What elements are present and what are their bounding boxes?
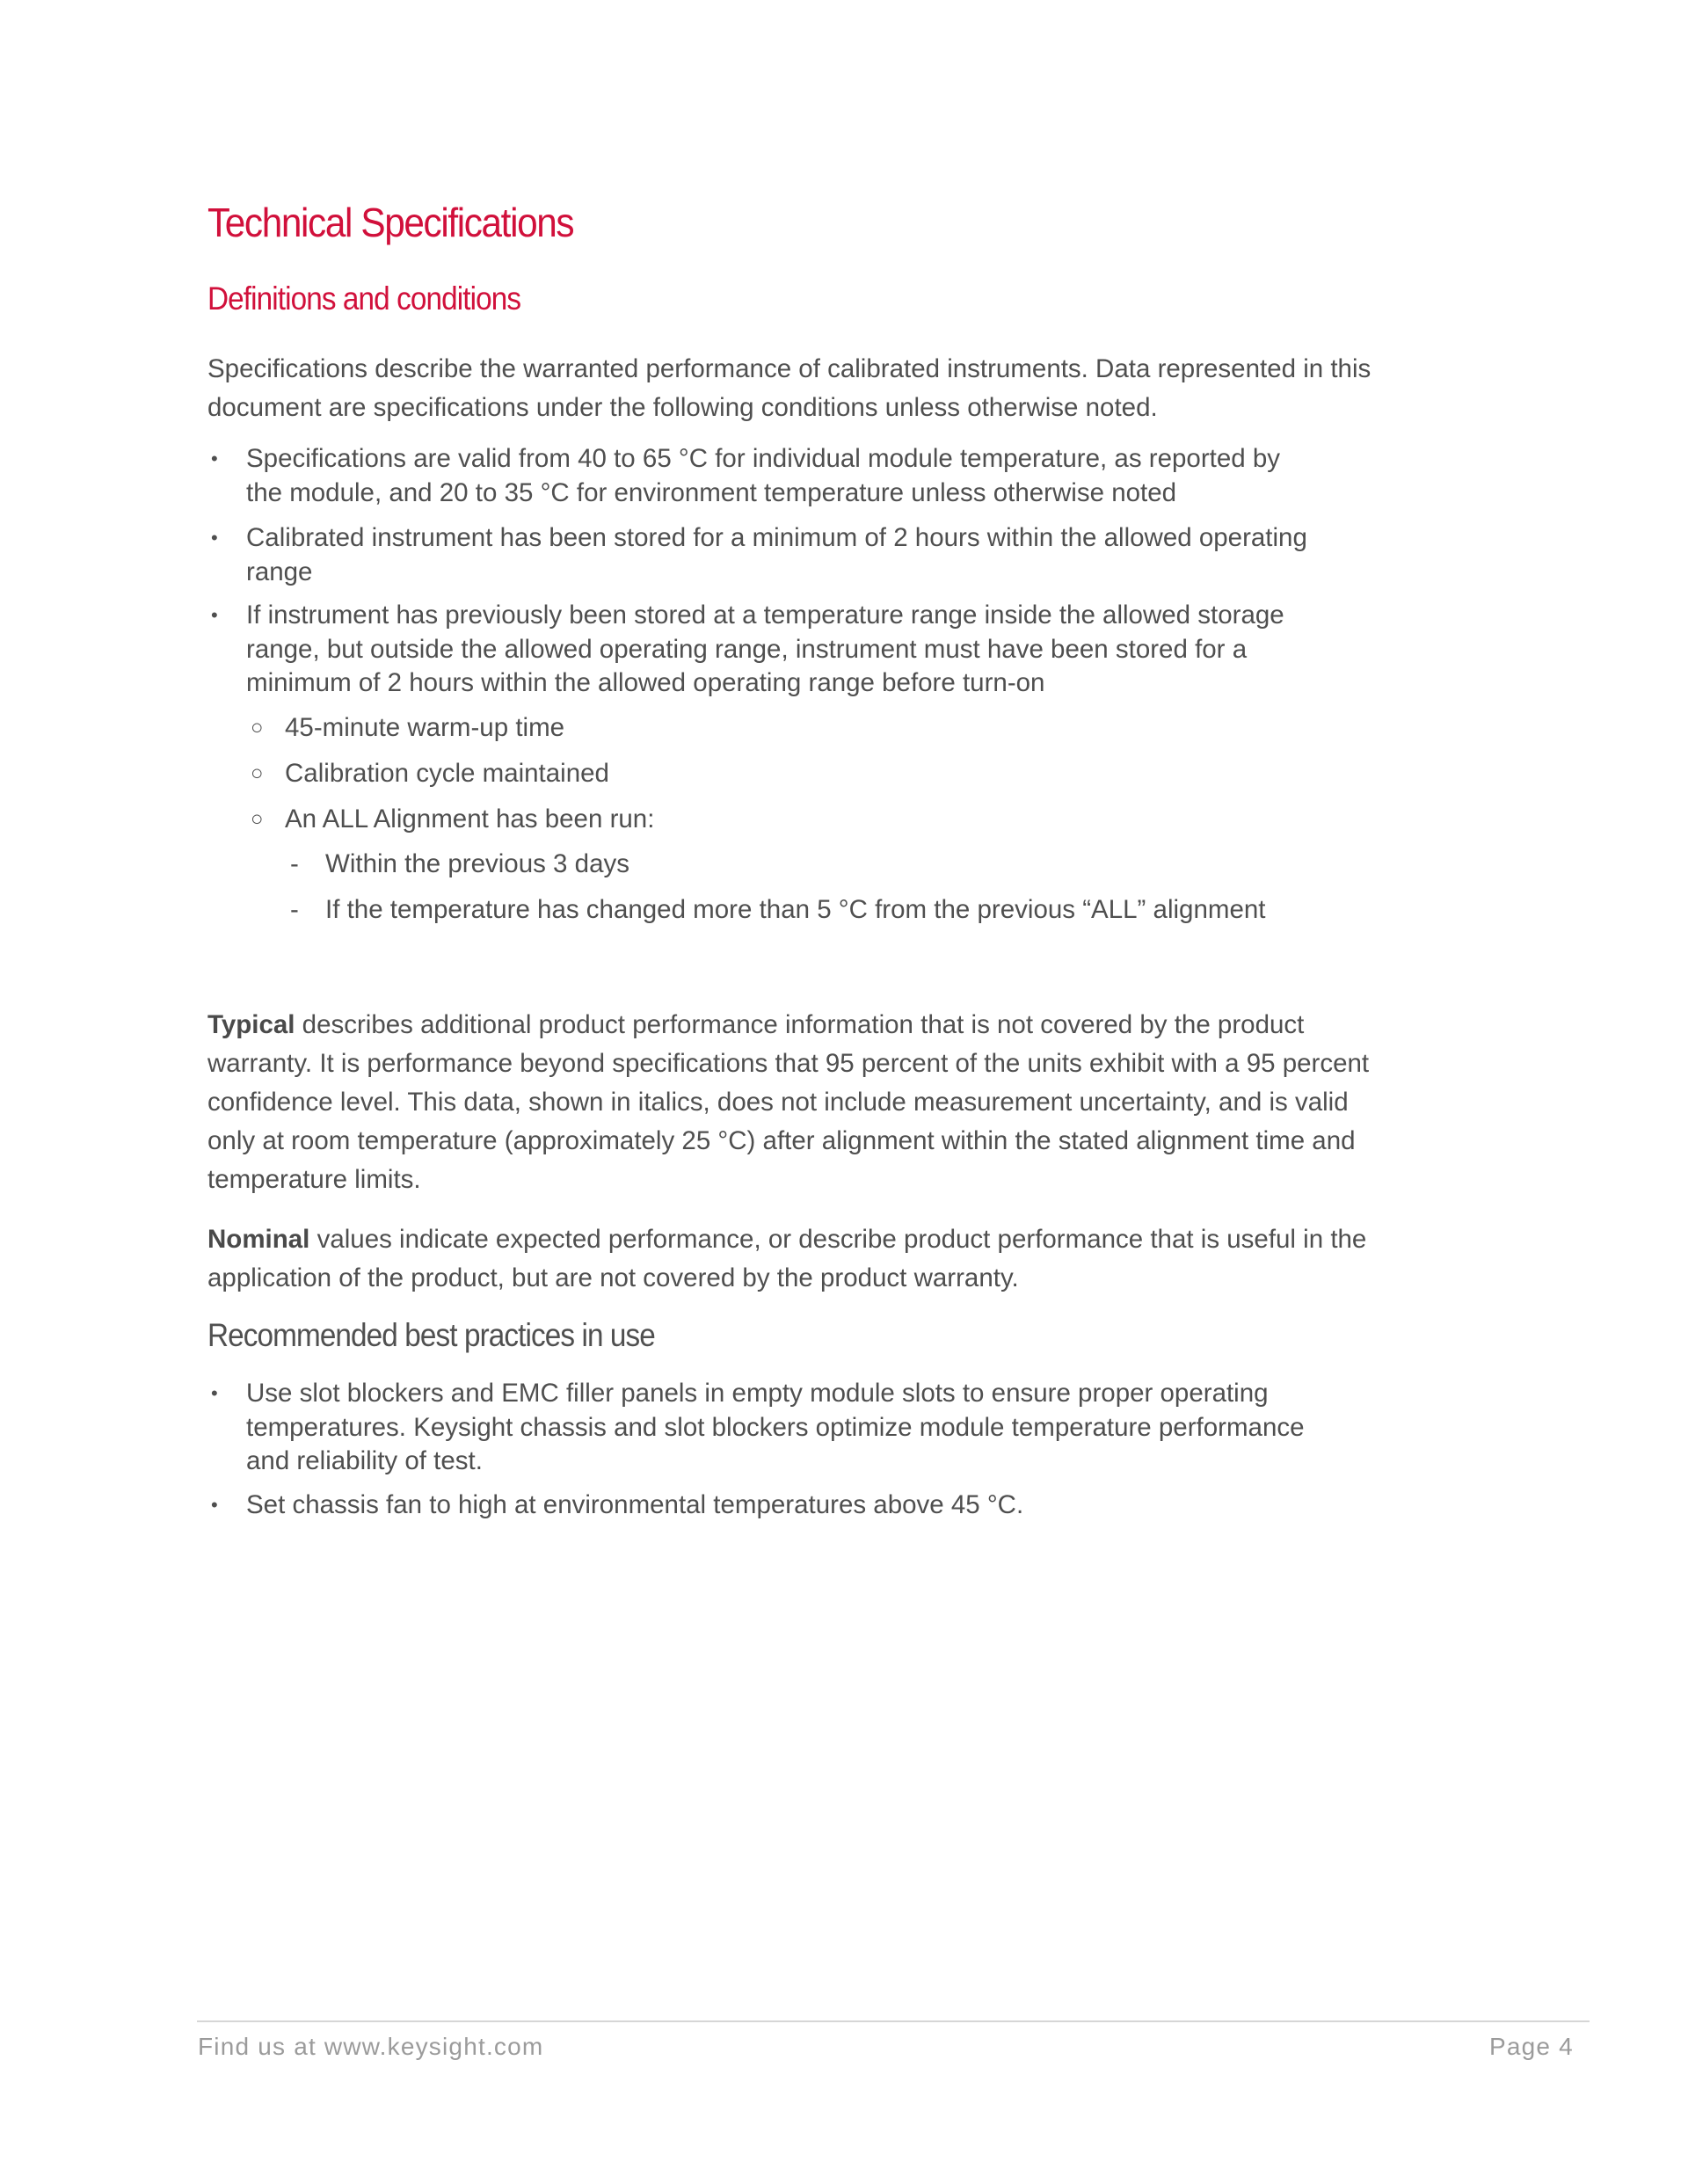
list-item-line: range, but outside the allowed operating range, instrument must have been stored for a — [246, 634, 1248, 664]
list-item — [211, 599, 1284, 701]
list-item-line: temperatures. Keysight chassis and slot blockers optimize module temperature performance — [246, 1412, 1305, 1442]
sub-list-item-text: Calibration cycle maintained — [285, 759, 609, 788]
sub-list-item — [251, 711, 565, 746]
list-item — [211, 1377, 1305, 1479]
footer-divider — [197, 2020, 1590, 2022]
section-heading-best-practices: Recommended best practices in use — [207, 1317, 655, 1353]
bullet-icon: • — [211, 527, 218, 549]
page-title: Technical Specifications — [207, 200, 574, 245]
list-item-line: and reliability of test. — [246, 1446, 483, 1475]
page-number: Page 4 — [1489, 2033, 1574, 2060]
section-heading-definitions: Definitions and conditions — [207, 280, 521, 317]
bullet-icon: • — [211, 1382, 218, 1404]
paragraph-line: only at room temperature (approximately 25 °C) after alignment within the stated alignment time and — [207, 1126, 1356, 1155]
bullet-icon: • — [211, 448, 218, 470]
paragraph-line: confidence level. This data, shown in italics, does not include measurement uncertainty, and is valid — [207, 1088, 1349, 1117]
bullet-icon: • — [211, 1494, 218, 1516]
list-item-line: Set chassis fan to high at environmental temperatures above 45 °C. — [246, 1490, 1024, 1519]
dash-bullet-icon: - — [290, 849, 299, 878]
paragraph-line: values indicate expected performance, or describe product performance that is useful in the — [309, 1225, 1367, 1254]
hollow-bullet-icon: ○ — [251, 716, 264, 739]
list-item-line: the module, and 20 to 35 °C for environment temperature unless otherwise noted — [246, 477, 1177, 507]
dash-bullet-icon: - — [290, 895, 299, 924]
typical-term: Typical — [207, 1010, 295, 1039]
sub-list-item — [251, 757, 609, 791]
footer-website-link[interactable]: Find us at www.keysight.com — [198, 2033, 544, 2060]
list-item-line: Calibrated instrument has been stored for a minimum of 2 hours within the allowed operating — [246, 523, 1307, 552]
paragraph-line: describes additional product performance information that is not covered by the product — [295, 1010, 1305, 1039]
list-item-line: minimum of 2 hours within the allowed operating range before turn-on — [246, 668, 1045, 697]
typical-definition-paragraph — [207, 1006, 1369, 1199]
paragraph-line: application of the product, but are not covered by the product warranty. — [207, 1263, 1019, 1292]
list-item-line: Use slot blockers and EMC filler panels in empty module slots to ensure proper operating — [246, 1379, 1269, 1408]
sub-list-item — [251, 803, 655, 837]
list-item — [211, 1489, 1024, 1523]
list-item — [211, 442, 1281, 510]
hollow-bullet-icon: ○ — [251, 761, 264, 785]
sub-list-item-text: 45-minute warm-up time — [285, 713, 565, 742]
sub-sub-list-item — [290, 848, 629, 882]
definitions-intro-paragraph — [207, 350, 1371, 427]
nominal-definition-paragraph — [207, 1220, 1366, 1298]
list-item-line: If instrument has previously been stored at a temperature range inside the allowed storage — [246, 601, 1284, 630]
paragraph-line: Specifications describe the warranted performance of calibrated instruments. Data represented in this — [207, 354, 1372, 383]
hollow-bullet-icon: ○ — [251, 807, 264, 831]
list-item-line: Specifications are valid from 40 to 65 °C for individual module temperature, as reported by — [246, 444, 1281, 473]
list-item-line: range — [246, 557, 313, 586]
list-item — [211, 521, 1307, 589]
paragraph-line: document are specifications under the following conditions unless otherwise noted. — [207, 393, 1158, 422]
sub-sub-list-item-text: Within the previous 3 days — [325, 849, 629, 878]
paragraph-line: warranty. It is performance beyond specifications that 95 percent of the units exhibit with a 95 percent — [207, 1049, 1370, 1078]
sub-sub-list-item-text: If the temperature has changed more than 5 °C from the previous “ALL” alignment — [325, 895, 1266, 924]
nominal-term: Nominal — [207, 1225, 310, 1254]
sub-sub-list-item — [290, 893, 1266, 928]
sub-list-item-text: An ALL Alignment has been run: — [285, 804, 655, 834]
bullet-icon: • — [211, 604, 218, 626]
paragraph-line: temperature limits. — [207, 1165, 421, 1194]
